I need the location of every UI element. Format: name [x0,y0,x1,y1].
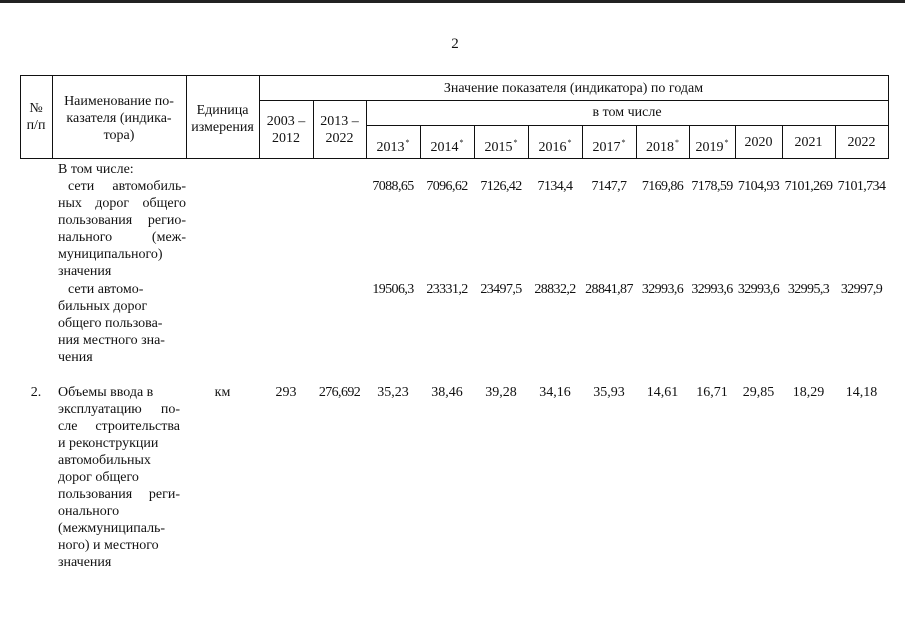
row-value-2020: 29,85 [742,385,775,400]
header-year-footnote-mark: * [724,138,729,147]
row-value-2022: 7101,734 [837,179,886,194]
row-name-line: В том числе: [58,162,134,177]
row-value-2014: 38,46 [431,385,463,400]
header-year-footnote-mark: * [567,138,572,147]
table-rule-including [366,125,888,126]
row-name-line: ного) и местного [58,538,159,553]
row-value-2016: 28832,2 [534,282,576,297]
row-value-2018: 14,61 [646,385,679,400]
header-year-2020: 2020 [744,135,773,150]
row-name-line: дорог общего [58,470,139,485]
row-name-line: значения [58,555,112,570]
row-value-2013: 35,23 [377,385,409,400]
row-value-2014: 7096,62 [426,179,468,194]
row-value-2013: 19506,3 [372,282,414,297]
header-including: в том числе [592,105,662,120]
header-year-2018: 2018* [646,138,679,155]
row-unit: км [214,385,231,400]
row-name-line: автомобильных [58,453,151,468]
row-value-2021: 18,29 [792,385,825,400]
header-period-2003-2012-line2: 2012 [272,131,300,146]
table-rule-v [888,75,889,159]
table-rule-values-title [259,100,888,101]
row-name-line: пользования регио- [58,213,186,228]
row-value-2021: 32995,3 [787,282,830,297]
row-number: 2. [30,385,42,400]
row-name-line: муниципального) [58,247,163,262]
row-name-line: сле строительства [58,419,180,434]
row-value-2017: 7147,7 [591,179,627,194]
row-value-2020: 7104,93 [737,179,780,194]
row-period-2013-2022: 276,692 [318,385,361,400]
row-value-2021: 7101,269 [784,179,833,194]
row-value-2018: 32993,6 [641,282,684,297]
header-year-2017: 2017* [592,138,626,155]
row-value-2016: 34,16 [539,385,571,400]
row-name-text [58,281,172,366]
row-value-2017: 35,93 [593,385,625,400]
header-year-footnote-mark: * [675,138,679,147]
row-value-2022: 14,18 [845,385,878,400]
row-value-2019: 7178,59 [691,179,733,194]
row-value-2018: 7169,86 [641,179,684,194]
header-year-2016: 2016* [538,138,572,155]
row-name-line: ных дорог общего [58,196,186,211]
header-year-footnote-mark: * [513,138,518,147]
row-name-line: сети автомобиль- [68,179,186,194]
header-unit-line2: измерения [191,120,254,135]
row-value-2019: 32993,6 [691,282,733,297]
row-name-line: значения [58,264,112,279]
header-year-2022: 2022 [847,135,876,150]
header-year-2014: 2014* [430,138,464,155]
header-name-line3: тора) [103,128,135,143]
row-value-2015: 23497,5 [480,282,522,297]
header-year-footnote-mark: * [621,138,626,147]
row-value-2016: 7134,4 [537,179,573,194]
header-num-line2: п/п [26,118,46,133]
row-value-2020: 32993,6 [737,282,780,297]
row-name-text [58,178,186,280]
table-rule-header-bottom [20,158,888,159]
row-value-2013: 7088,65 [372,179,414,194]
row-value-2022: 32997,9 [840,282,883,297]
header-year-2015: 2015* [484,138,518,155]
row-value-2019: 16,71 [696,385,728,400]
row-name-text [58,384,180,571]
row-name-line: эксплуатацию по- [58,402,180,417]
header-num-line1: № [29,101,43,116]
header-period-2013-2022-line1: 2013 – [320,114,359,129]
row-name-line: пользования реги- [58,487,180,502]
row-name-line: бильных дорог [58,299,148,314]
header-year-2013: 2013* [376,138,410,155]
header-year-2021: 2021 [794,135,823,150]
header-name-line1: Наименование по- [64,94,174,109]
row-value-2015: 39,28 [485,385,517,400]
row-name-line: нального (меж- [58,230,186,245]
row-name-line: ния местного зна- [58,333,165,348]
header-unit-line1: Единица [196,103,249,118]
row-name-line: сети автомо- [68,282,144,297]
header-values-title: Значение показателя (индикатора) по годам [443,81,704,96]
row-value-2015: 7126,42 [480,179,522,194]
page-top-border [0,0,905,3]
row-name-line: Объемы ввода в [58,385,154,400]
header-period-2003-2012-line1: 2003 – [266,114,306,129]
row-name-line: общего пользова- [58,316,163,331]
row-value-2014: 23331,2 [426,282,468,297]
header-year-footnote-mark: * [459,138,464,147]
table-rule-top [20,75,888,76]
header-year-footnote-mark: * [405,138,410,147]
header-period-2013-2022-line2: 2022 [325,131,354,146]
row-value-2017: 28841,87 [585,282,633,297]
row-name-line: онального [58,504,120,519]
row-period-2003-2012: 293 [275,385,297,400]
row-name-line: (межмуниципаль- [58,521,166,536]
row-name-line: и реконструкции [58,436,159,451]
header-year-2019: 2019* [695,138,729,155]
header-name-line2: казателя (индика- [66,111,172,126]
page-number: 2 [451,36,459,52]
row-name-line: чения [58,350,93,365]
